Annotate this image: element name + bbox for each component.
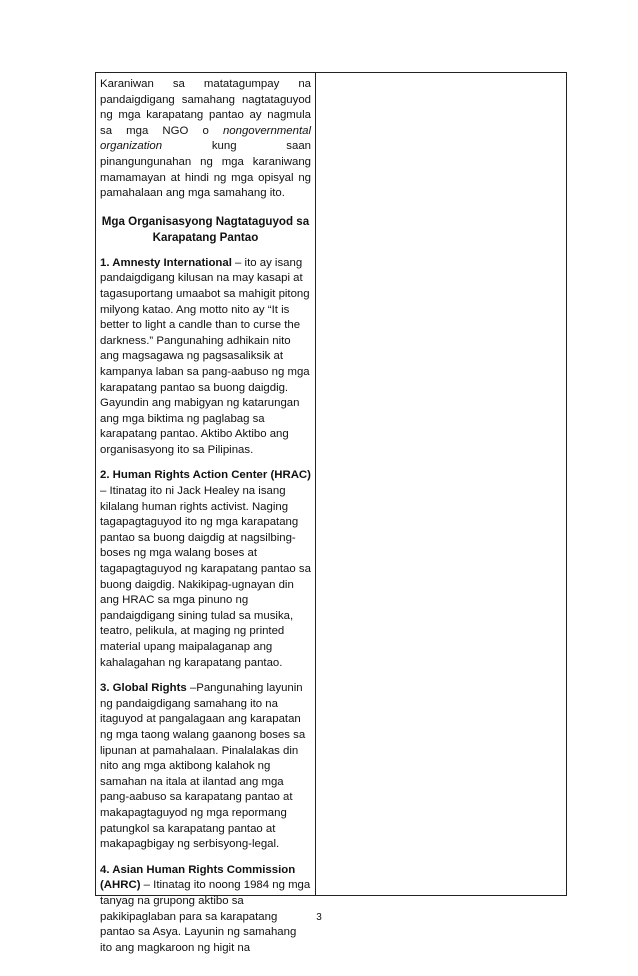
intro-text-end: kung saan pinangungunahan ng mga karaniwang mamamayan at hindi ng mga opisyal ng pamahalaan ang mga samahang ito. xyxy=(100,140,311,200)
intro-italic-term: nongovernmental organization xyxy=(100,124,311,153)
page-number: 3 xyxy=(316,912,322,923)
section-heading: Mga Organisasyong Nagtataguyod sa Karapatang Pantao xyxy=(101,214,310,244)
item-title: 3. Global Rights xyxy=(100,682,187,695)
right-column-empty xyxy=(316,73,566,895)
intro-paragraph xyxy=(100,77,311,202)
intro-text: Karaniwan sa matatagumpay na pandaigdigang samahang nagtataguyod ng mga karapatang pantao ay nagmula sa mga NGO o xyxy=(100,78,311,137)
item-title: 2. Human Rights Action Center (HRAC) xyxy=(100,469,311,482)
list-item-global-rights xyxy=(100,681,311,853)
list-item-hrac xyxy=(100,468,311,671)
item-text: – Itinatag ito ni Jack Healey na isang kilalang human rights activist. Naging tagapagtaguyod ito ng mga karapatang pantao sa buong daigdig at nagsilbing-boses ng mga walang boses at tagapagtaguyod ng karapatang pantao sa buong daigdig. Nakikipag-ugnayan din ang HRAC sa mga pinuno ng pandaigdigang sining tulad sa musika, teatro, pelikula, at maging ng printed material upang maipalaganap ang kahalagahan ng karapatang pantao. xyxy=(100,485,311,669)
item-title: 1. Amnesty International xyxy=(100,256,232,269)
list-item-ahrc xyxy=(100,863,311,957)
item-text: – Itinatag ito noong 1984 ng mga tanyag na grupong aktibo sa pakikipaglaban para sa karapatang pantao sa Asya. Layunin ng samahang ito ang magkaroon ng higit na xyxy=(100,879,311,954)
left-column xyxy=(96,73,316,954)
list-item-amnesty xyxy=(100,256,311,459)
item-text: –Pangunahing layunin ng pandaigdigang samahang ito na itaguyod at pangalagaan ang karapatan ng mga taong walang gaanong boses sa lipunan at pamahalaan. Pinalalakas din nito ang mga aktibong kalahok ng samahan na itala at ilantad ang mga pang-aabuso sa karapatang pantao at makapagtaguyod ng mga repormang patungkol sa karapatang pantao at makapagbigay ng serbisyong-legal. xyxy=(100,682,306,851)
item-title: 4. Asian Human Rights Commission (AHRC) xyxy=(100,863,296,892)
content-table xyxy=(95,72,567,954)
item-text: – ito ay isang pandaigdigang kilusan na may kasapi at tagasuportang umaabot sa mahigit pitong milyong katao. Ang motto nito ay “It is better to light a candle than to curse the darkness.” Pangunahing adhikain nito ang magsagawa ng pagsasaliksik at kampanya laban sa pang-aabuso ng mga karapatang pantao sa buong daigdig. Gayundin ang mabigyan ng katarungan ang mga biktima ng paglabag sa karapatang pantao. Aktibo Aktibo ang organisasyong ito sa Pilipinas. xyxy=(100,256,310,456)
